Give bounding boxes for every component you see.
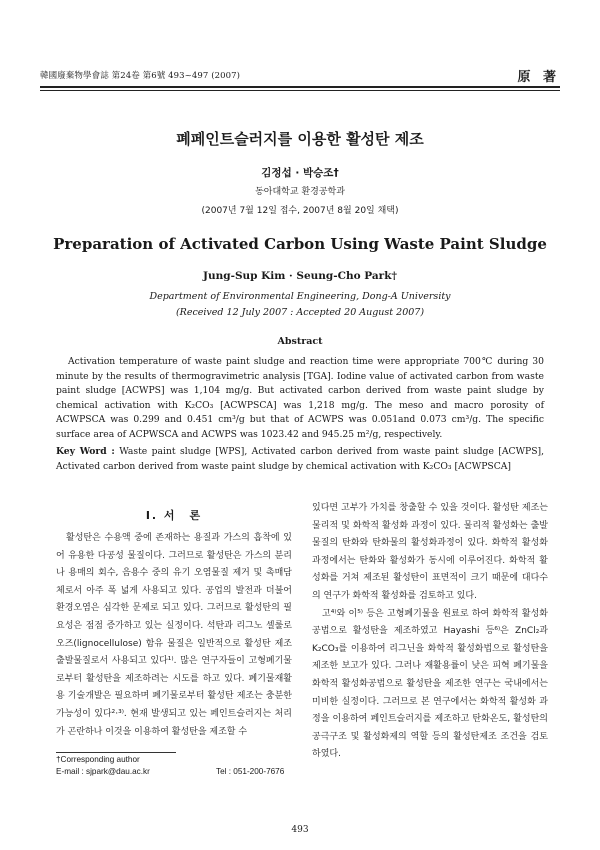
footnote-email: E-mail : sjpark@dau.ac.kr — [56, 767, 150, 776]
introduction-left-column: 활성탄은 수용액 중에 존재하는 용질과 가스의 흡착에 있어 유용한 다공성 물질이다. 그러므로 활성탄은 가스의 분리나 용매의 회수, 음용수 중의 유기 오염물질 제거 및 촉매담체로서 아주 폭 넓게 사용되고 있다. 공업의 발전과 더불어 환경오염은 심각한 문제로 되고 있다. 그러므로 활성탄의 필요성은 점점 증가하고 있는 실정이다. 석탄과 리그노 셀룰로오즈(lignocellulose) 함유 물질은 일반적으로 활성탄 제조 출발물질로서 사용되고 있다¹⁾. 많은 연구자들이 고형폐기물로부터 활성탄을 제조하려는 시도를 하고 있다. 폐기물재활용 기술개발은 필요하며 폐기물로부터 활성탄 제조는 충분한 가능성이 있다²·³⁾. 현재 발생되고 있는 페인트슬러지는 처리가 곤란하나 이것을 이용하여 활성탄을 제조할 수 — [56, 533, 292, 737]
dates-korean: (2007년 7월 12일 접수, 2007년 8월 20일 채택) — [201, 206, 399, 216]
title-korean: 폐페인트슬러지를 이용한 활성탄 제조 — [176, 130, 424, 148]
intro-paragraph-1: 있다면 고부가 가치를 창출할 수 있을 것이다. 활성탄 제조는 물리적 및 화학적 활성화 과정이 있다. 물리적 활성화는 출발물질의 탄화와 탄화물의 활성화과정이 있다. 화학적 활성화 과정에서는 탄화와 활성화가 동시에 이루어진다. 화학적 활성화를 거쳐 제조된 활성탄이 표면적이 크기 때문에 대다수의 연구가 화학적 활성화를 검토하고 있다. — [312, 503, 548, 601]
header-rule-thick — [40, 86, 560, 88]
keywords-label: Key Word : — [56, 446, 115, 457]
journal-citation: 韓國廢棄物學會誌 第24卷 第6號 493~497 (2007) — [40, 71, 241, 81]
section-heading-introduction: I. 서 론 — [145, 509, 203, 522]
dates-english: (Received 12 July 2007 : Accepted 20 August 2007) — [175, 307, 425, 318]
affiliation-english: Department of Environmental Engineering, Dong-A University — [149, 291, 451, 302]
keywords-text: Waste paint sludge [WPS], Activated carbon derived from waste paint sludge [ACWPS], Activated carbon derived from waste paint sludge by chemical activation with K₂CO₃ [ACWPSCA] — [56, 446, 545, 472]
keywords — [56, 445, 544, 474]
authors-korean: 김정섭 · 박승조† — [261, 167, 339, 179]
running-header — [40, 69, 560, 85]
affiliation-korean: 동아대학교 환경공학과 — [255, 187, 345, 197]
header-rule-thin — [40, 90, 560, 91]
abstract-heading: Abstract — [277, 336, 323, 347]
introduction-right-column — [312, 500, 548, 764]
abstract-body: Activation temperature of waste paint sludge and reaction time were appropriate 700℃ during 30 minute by the results of thermogravimetric analysis [TGA]. Iodine value of activated carbon from waste paint sludge [ACWPS] was 1,104 mg/g. But activated carbon derived from waste paint sludge by chemical activation with K₂CO₃ [ACWPSCA] was 1,218 mg/g. The meso and macro porosity of ACWPSCA was 0.299 and 0.451 cm³/g but that of ACWPS was 0.051and 0.073 cm³/g. The specific surface area of ACPWSCA and ACWPS was 1023.42 and 945.25 m²/g, respectively. — [56, 356, 544, 440]
footnote-corresponding: †Corresponding author — [56, 755, 140, 764]
article-type-label: 原 著 — [517, 70, 560, 85]
title-english: Preparation of Activated Carbon Using Waste Paint Sludge — [53, 235, 547, 253]
page-number: 493 — [291, 825, 309, 835]
authors-english: Jung-Sup Kim · Seung-Cho Park† — [203, 270, 397, 282]
footnote-telephone: Tel : 051-200-7676 — [216, 767, 285, 776]
footnote-rule — [56, 752, 176, 753]
intro-paragraph-2: 고⁴⁾와 이⁵⁾ 등은 고형폐기물을 원료로 하여 화학적 활성화공법으로 활성탄을 제조하였고 Hayashi 등⁶⁾은 ZnCl₂과 K₂CO₃를 이용하여 리그닌을 화학적 활성화법으로 활성탄을 제조한 보고가 있다. 그러나 재활용률이 낮은 피혁 폐기물을 화학적 활성화공법으로 활성탄을 제조한 연구는 국내에서는 미비한 실정이다. 그러므로 본 연구에서는 화학적 활성화 과정을 이용하여 페인트슬러지를 제조하고 탄화온도, 활성탄의 공극구조 및 활성화제의 역할 등의 활성탄제조 조건을 검토하였다. — [312, 608, 548, 760]
